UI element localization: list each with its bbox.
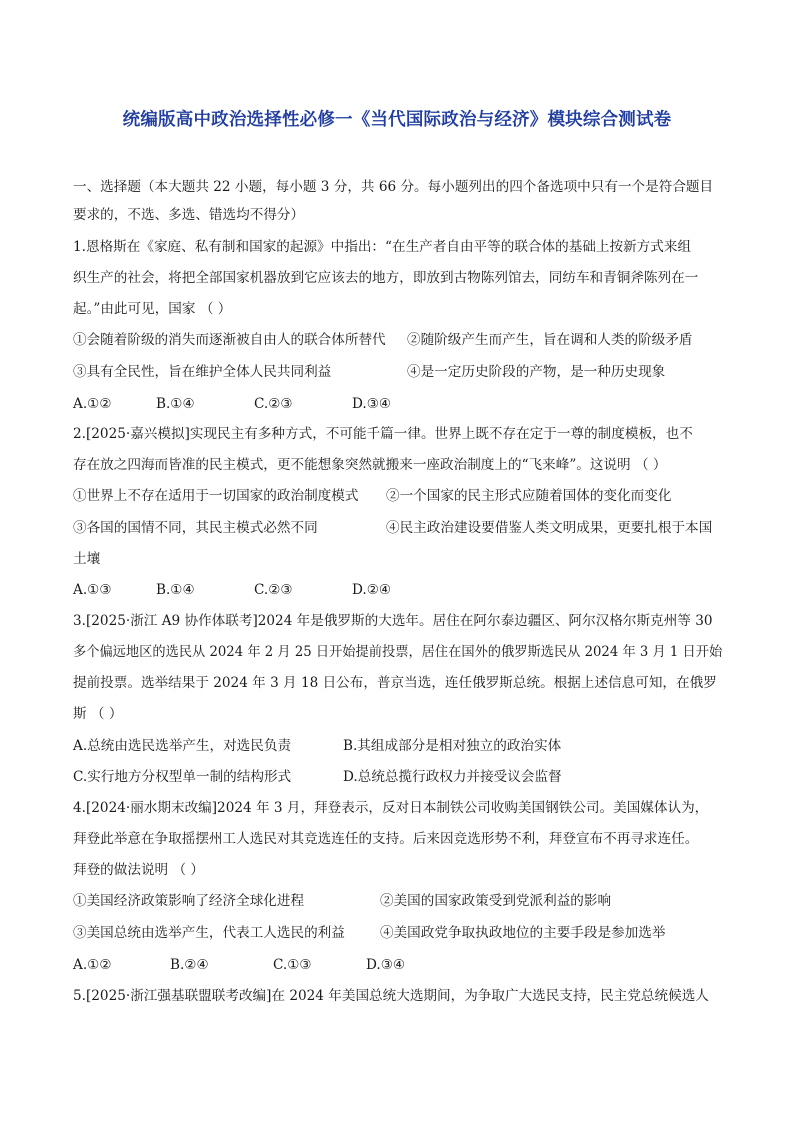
section-heading: 一、选择题（本大题共 22 小题，每小题 3 分，共 66 分。每小题列出的四个备选项中只有一个是符合题目 [73,179,714,195]
question-1-option-d[interactable]: D.③④ [352,396,392,412]
question-1-text: 1.恩格斯在《家庭、私有制和国家的起源》中指出：“在生产者自由平等的联合体的基础上按新方式来组 [73,239,692,255]
question-4-statement-4: ④美国政党争取执政地位的主要手段是参加选举 [380,925,666,941]
question-2-statement-1: ①世界上不存在适用于一切国家的政治制度模式 [73,488,359,504]
question-3-text: 提前投票。选举结果于 2024 年 3 月 18 日公布，普京当选，连任俄罗斯总统。根据上述信息可知，在俄罗 [73,675,717,691]
question-2-statement-4-cont: 土壤 [73,551,101,567]
question-2-option-b[interactable]: B.①④ [156,582,195,598]
question-2-option-a[interactable]: A.①③ [73,582,112,598]
question-1-statement-3: ③具有全民性，旨在维护全体人民共同利益 [73,364,332,380]
question-4-option-b[interactable]: B.②④ [170,957,209,973]
question-2-option-c[interactable]: C.②③ [254,582,293,598]
question-2-statement-4: ④民主政治建设要借鉴人类文明成果，更要扎根于本国 [386,520,713,536]
question-4-text: 拜登的做法说明 （ ） [73,862,204,878]
question-1-text: 起。”由此可见，国家 （ ） [73,301,232,317]
question-2-statement-2: ②一个国家的民主形式应随着国体的变化而变化 [386,488,672,504]
question-4-option-a[interactable]: A.①② [73,957,112,973]
question-3-option-a[interactable]: A.总统由选民选举产生，对选民负责 [73,738,292,754]
exam-title: 统编版高中政治选择性必修一《当代国际政治与经济》模块综合测试卷 [122,110,672,130]
question-1-text: 织生产的社会，将把全部国家机器放到它应该去的地方，即放到古物陈列馆去，同纺车和青铜斧陈列在一 [73,270,699,286]
question-4-statement-3: ③美国总统由选举产生，代表工人选民的利益 [73,925,345,941]
question-4-option-d[interactable]: D.③④ [366,957,406,973]
question-3-text: 斯 （ ） [73,706,123,722]
question-5-text: 5.[2025·浙江强基联盟联考改编]在 2024 年美国总统大选期间，为争取广大选民支持，民主党总统候选人 [73,988,709,1004]
question-2-text: 存在放之四海而皆准的民主模式，更不能想象突然就搬来一座政治制度上的“飞来峰”。这说明 （ ） [73,457,667,473]
question-3-text: 多个偏远地区的选民从 2024 年 2 月 25 日开始提前投票，居住在国外的俄罗斯选民从 2024 年 3 月 1 日开始 [73,644,723,660]
question-1-statement-1: ①会随着阶级的消失而逐渐被自由人的联合体所替代 [73,332,386,348]
question-2-text: 2.[2025·嘉兴模拟]实现民主有多种方式，不可能千篇一律。世界上既不存在定于一尊的制度模板，也不 [73,426,693,442]
question-1-statement-4: ④是一定历史阶段的产物，是一种历史现象 [407,364,666,380]
section-heading-cont: 要求的，不选、多选、错选均不得分） [73,207,305,223]
question-1-option-b[interactable]: B.①④ [156,396,195,412]
question-3-option-d[interactable]: D.总统总揽行政权力并接受议会监督 [343,769,562,785]
question-2-statement-3: ③各国的国情不同，其民主模式必然不同 [73,520,318,536]
question-4-text: 4.[2024·丽水期末改编]2024 年 3 月，拜登表示，反对日本制铁公司收购美国钢铁公司。美国媒体认为， [73,800,709,816]
question-1-option-c[interactable]: C.②③ [254,396,293,412]
question-1-option-a[interactable]: A.①② [73,396,112,412]
question-4-statement-2: ②美国的国家政策受到党派利益的影响 [380,893,612,909]
question-1-statement-2: ②随阶级产生而产生，旨在调和人类的阶级矛盾 [407,332,693,348]
question-3-option-c[interactable]: C.实行地方分权型单一制的结构形式 [73,769,292,785]
question-4-option-c[interactable]: C.①③ [273,957,312,973]
question-4-text: 拜登此举意在争取摇摆州工人选民对其竞选连任的支持。后来因竞选形势不利，拜登宣布不再寻求连任。 [73,831,699,847]
question-4-statement-1: ①美国经济政策影响了经济全球化进程 [73,893,305,909]
question-2-option-d[interactable]: D.②④ [352,582,392,598]
question-3-option-b[interactable]: B.其组成部分是相对独立的政治实体 [343,738,562,754]
question-3-text: 3.[2025·浙江 A9 协作体联考]2024 年是俄罗斯的大选年。居住在阿尔泰边疆区、阿尔汉格尔斯克州等 30 [73,613,713,629]
